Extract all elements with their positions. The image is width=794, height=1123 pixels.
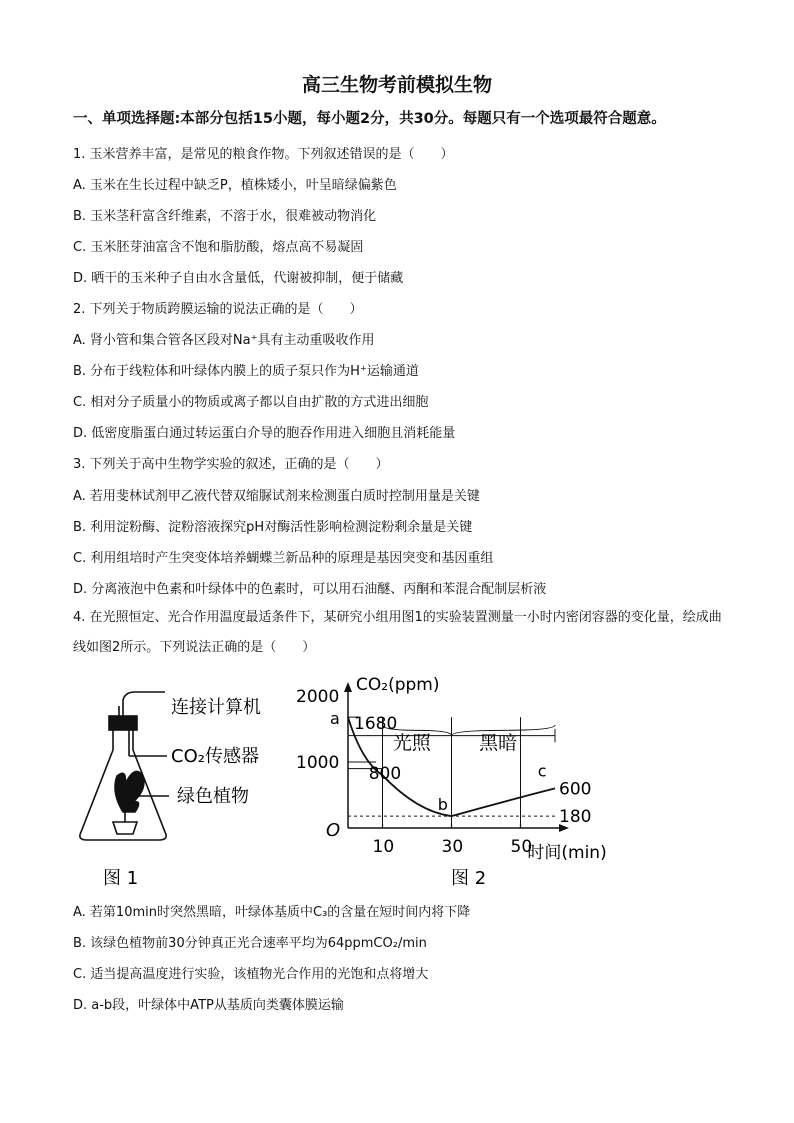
- question-3-option-a: A. 若用斐林试剂甲乙液代替双缩脲试剂来检测蛋白质时控制用量是关键: [73, 489, 480, 504]
- question-4-option-d: D. a-b段，叶绿体中ATP从基质向类囊体膜运输: [73, 998, 344, 1013]
- question-4-stem: 4. 在光照恒定、光合作用温度最适条件下，某研究小组用图1的实验装置测量一小时内密闭容器的变化量，绘成曲线如图2所示。下列说法正确的是（ ）: [73, 610, 722, 655]
- section-heading: 一、单项选择题:本部分包括15小题，每小题2分，共30分。每题只有一个选项最符合题意。: [73, 111, 666, 127]
- y-axis-label: CO₂(ppm): [356, 675, 440, 695]
- question-3-option-b: B. 利用淀粉酶、淀粉溶液探究pH对酶活性影响检测淀粉剩余量是关键: [73, 520, 473, 535]
- question-1-option-a: A. 玉米在生长过程中缺乏P，植株矮小，叶呈暗绿偏紫色: [73, 178, 397, 193]
- figure-1-label-computer: 连接计算机: [171, 697, 261, 718]
- question-2-option-a: A. 肾小管和集合管各区段对Na⁺具有主动重吸收作用: [73, 333, 375, 348]
- x-tick-label-30: 30: [441, 837, 464, 857]
- question-3-option-c: C. 利用组培时产生突变体培养蝴蝶兰新品种的原理是基因突变和基因重组: [73, 551, 494, 566]
- question-2-stem: 2. 下列关于物质跨膜运输的说法正确的是（ ）: [73, 302, 363, 317]
- y-axis-arrow: [344, 682, 352, 692]
- question-3-option-d: D. 分离液泡中色素和叶绿体中的色素时，可以用石油醚、丙酮和苯混合配制层析液: [73, 582, 547, 597]
- figure-2-chart: [296, 675, 607, 863]
- value-180-label: 180: [559, 807, 592, 828]
- question-1-stem: 1. 玉米营养丰富，是常见的粮食作物。下列叙述错误的是（ ）: [73, 147, 454, 162]
- question-3-stem: 3. 下列关于高中生物学实验的叙述，正确的是（ ）: [73, 457, 389, 472]
- figure-area: [73, 672, 633, 892]
- value-1680-label: 1680: [354, 714, 398, 735]
- question-4-option-c: C. 适当提高温度进行实验，该植物光合作用的光饱和点将增大: [73, 967, 429, 982]
- question-4-option-b: B. 该绿色植物前30分钟真正光合速率平均为64ppmCO₂/min: [73, 936, 427, 951]
- point-c-label: c: [537, 761, 547, 781]
- dark-label: 黑暗: [479, 731, 518, 754]
- question-4-option-a: A. 若第10min时突然黑暗，叶绿体基质中C₃的含量在短时间内将下降: [73, 905, 471, 920]
- value-600-label: 600: [559, 779, 592, 800]
- question-2-option-c: C. 相对分子质量小的物质或离子都以自由扩散的方式进出细胞: [73, 395, 429, 410]
- x-tick-label-10: 10: [372, 837, 395, 857]
- y-tick-2000: 2000: [296, 687, 340, 707]
- question-1-option-d: D. 晒干的玉米种子自由水含量低，代谢被抑制，便于储藏: [73, 271, 404, 286]
- value-800-label: 800: [368, 764, 402, 785]
- light-label: 光照: [392, 731, 431, 754]
- question-1-option-b: B. 玉米茎秆富含纤维素，不溶于水，很难被动物消化: [73, 209, 377, 224]
- y-tick-1000: 1000: [296, 753, 340, 773]
- x-tick-label-50: 50: [510, 837, 533, 857]
- question-2-option-d: D. 低密度脂蛋白通过转运蛋白介导的胞吞作用进入细胞且消耗能量: [73, 426, 456, 441]
- figure-1-label-plant: 绿色植物: [177, 786, 249, 807]
- question-1-option-c: C. 玉米胚芽油富含不饱和脂肪酸，熔点高不易凝固: [73, 240, 364, 255]
- page-title: 高三生物考前模拟生物: [301, 74, 492, 96]
- figure-1-label-sensor: CO₂传感器: [171, 746, 259, 767]
- figure-2-caption: 图 2: [451, 868, 487, 889]
- point-a-label: a: [330, 708, 340, 728]
- question-2-option-b: B. 分布于线粒体和叶绿体内膜上的质子泵只作为H⁺运输通道: [73, 364, 419, 379]
- figure-1-caption: 图 1: [103, 868, 139, 889]
- origin-label: O: [326, 820, 341, 841]
- point-b-label: b: [437, 795, 448, 815]
- figure-1-apparatus: [80, 692, 169, 840]
- x-axis-label: 时间(min): [527, 843, 607, 863]
